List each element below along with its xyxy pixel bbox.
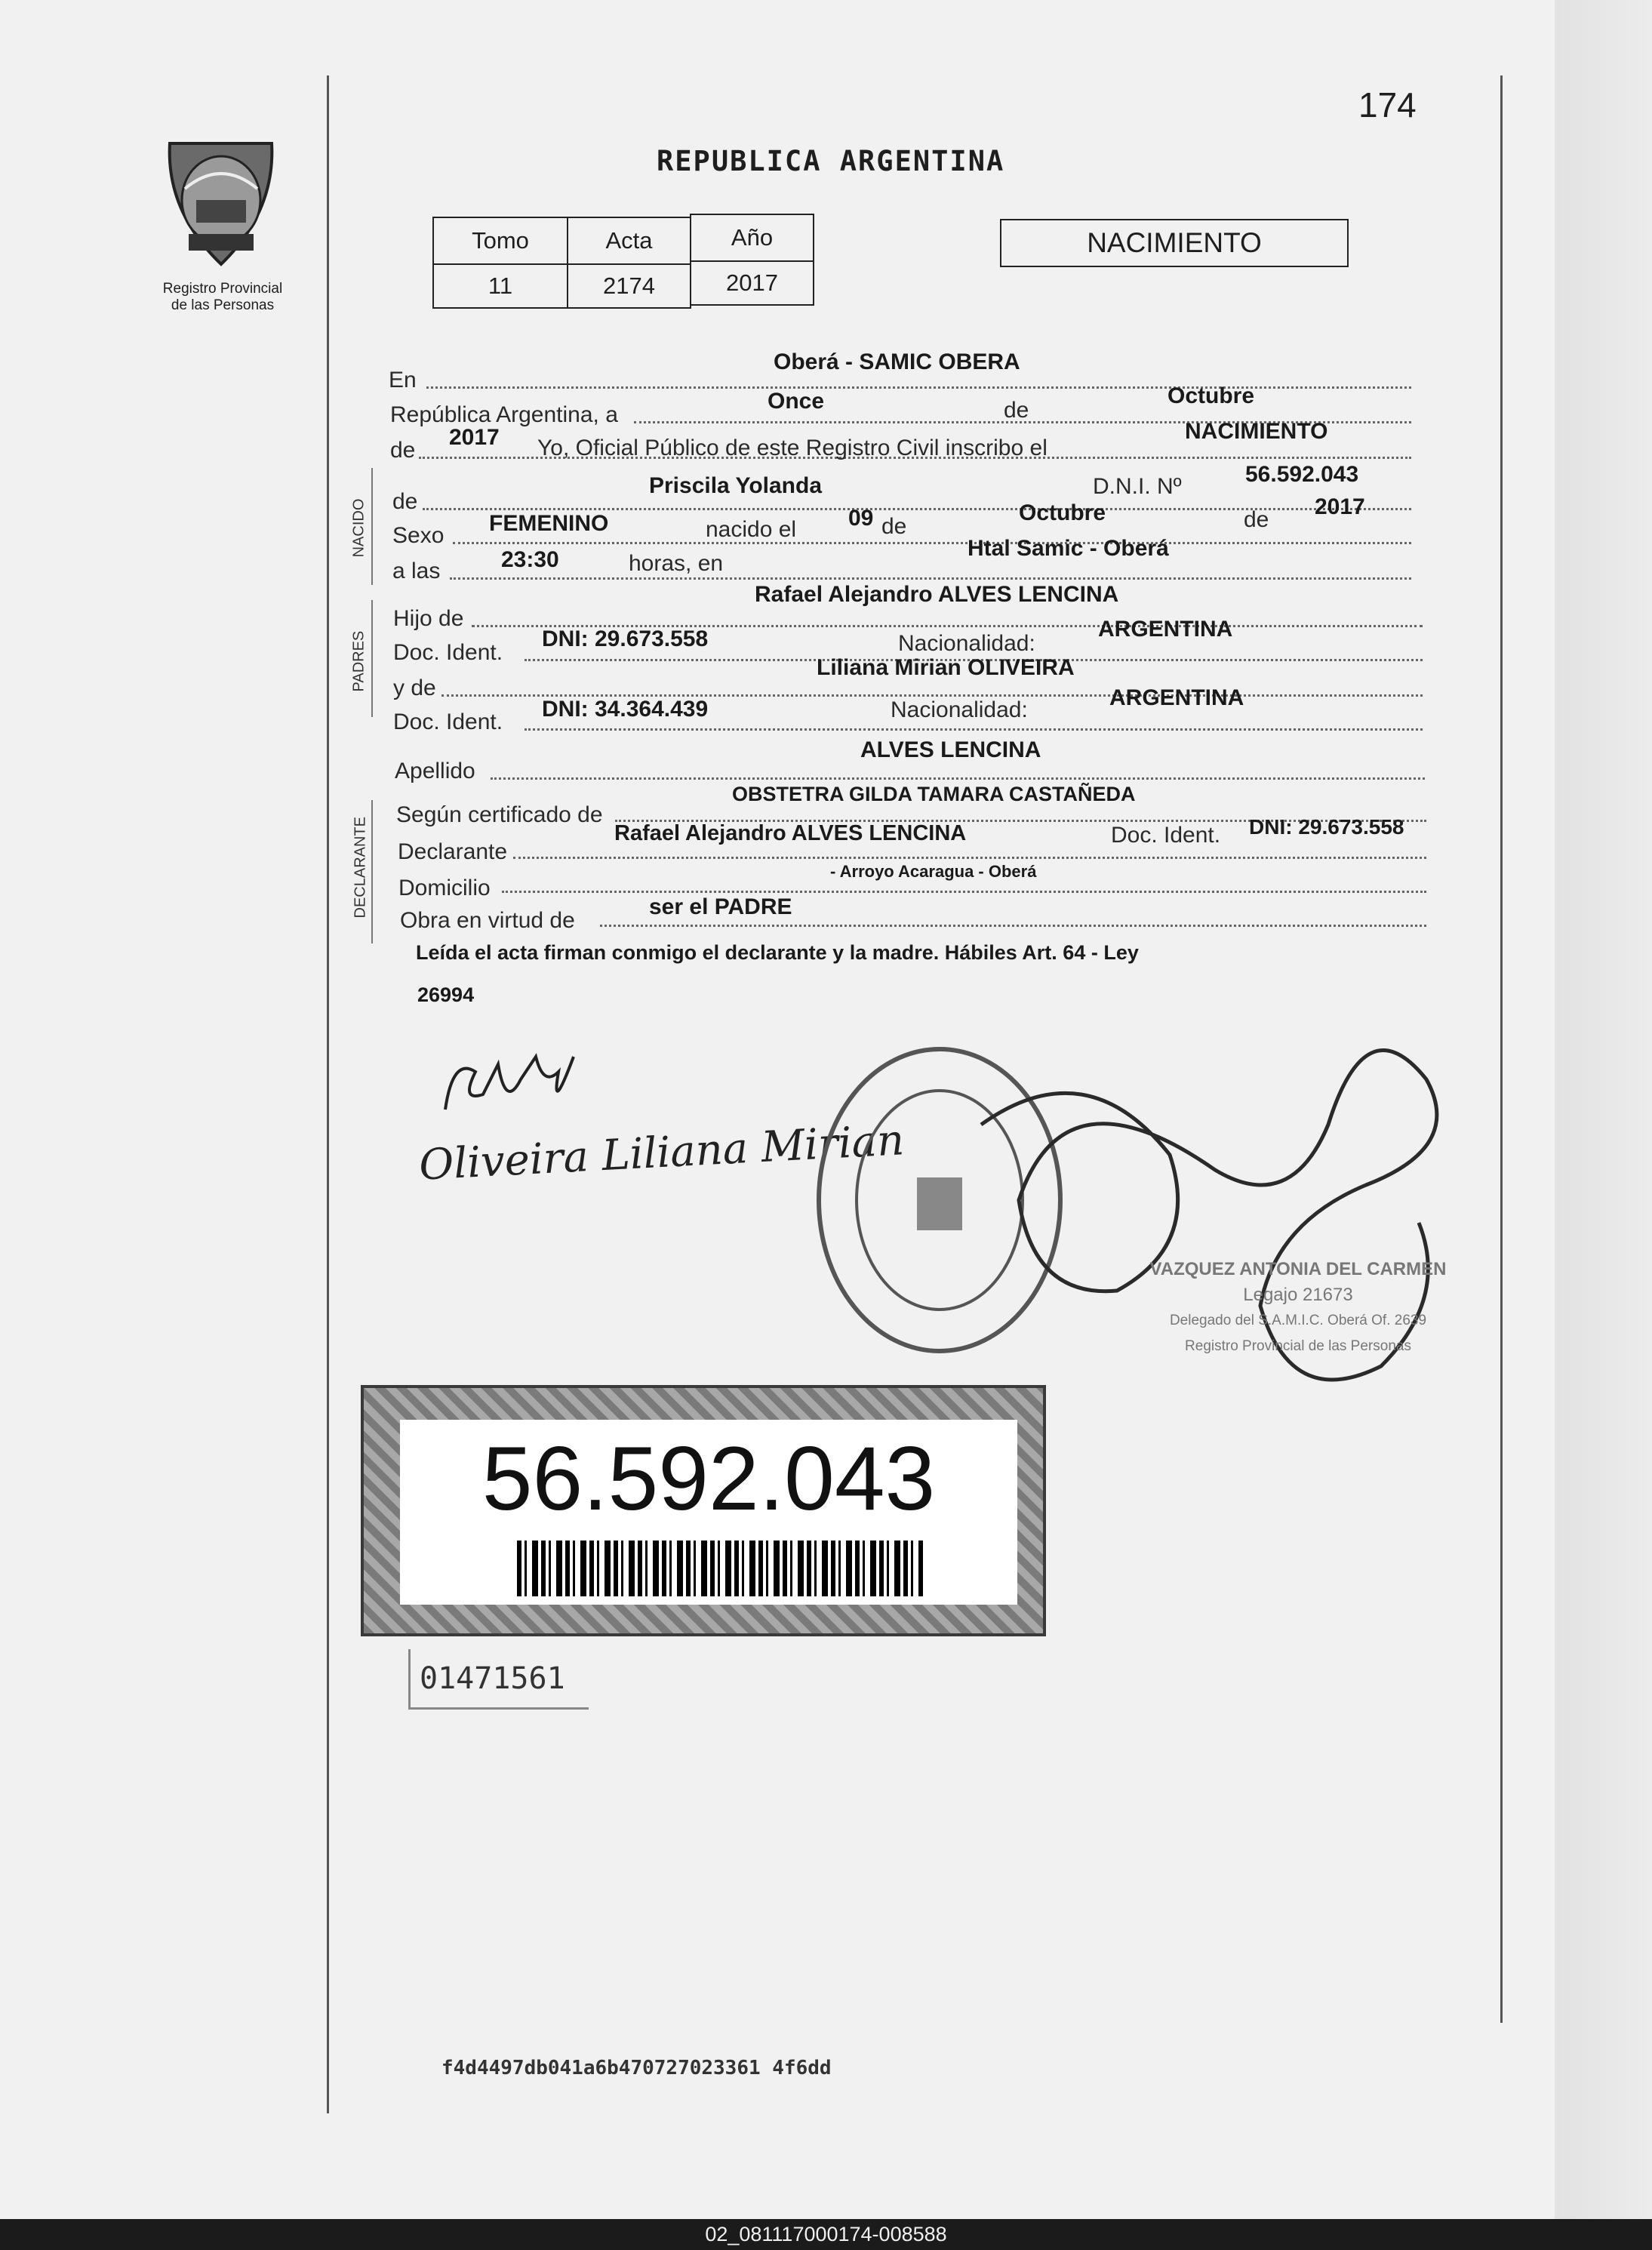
province-seal-icon: [155, 128, 287, 272]
table-header-ano: Año: [690, 214, 814, 262]
page-number: 174: [1358, 85, 1417, 125]
table-cell-acta: 2174: [567, 263, 691, 309]
footer-label: 02_081117000174-008588: [0, 2219, 1652, 2250]
left-border: [327, 75, 329, 2113]
declarante-label: Declarante: [398, 839, 508, 864]
year-value: 2017: [449, 425, 500, 450]
serial-number-text: 01471561: [420, 1661, 565, 1696]
de-label: de: [1004, 398, 1029, 423]
apellido-label: Apellido: [395, 759, 475, 783]
obra-label: Obra en virtud de: [400, 908, 575, 933]
father-doc: DNI: 29.673.558: [542, 626, 709, 651]
mother-name: Liliana Mirian OLIVEIRA: [817, 655, 1075, 680]
y-de-label: y de: [393, 676, 436, 700]
en-value: Oberá - SAMIC OBERA: [774, 349, 1020, 374]
nacido-el-label: nacido el: [706, 517, 797, 542]
table-header-acta: Acta: [567, 217, 691, 265]
sexo-value: FEMENINO: [489, 511, 609, 536]
page-edge: [1555, 0, 1652, 2219]
cert-value: OBSTETRA GILDA TAMARA CASTAÑEDA: [732, 783, 1136, 805]
a-las-label: a las: [392, 559, 441, 583]
de-label-3: de: [1244, 507, 1269, 532]
child-name: Priscila Yolanda: [649, 473, 822, 498]
en-label: En: [389, 368, 417, 392]
closing-line-2: 26994: [417, 983, 475, 1006]
doc-label-decl: Doc. Ident.: [1111, 823, 1221, 848]
month-value: Octubre: [1167, 383, 1255, 408]
nac-label-father: Nacionalidad:: [898, 631, 1035, 656]
day-value: Once: [768, 389, 825, 414]
birth-year: 2017: [1315, 494, 1365, 519]
official-legajo: Legajo 21673: [1243, 1285, 1353, 1305]
doc-label-mother: Doc. Ident.: [393, 709, 503, 734]
seal-caption-line2: de las Personas: [171, 297, 275, 313]
birth-place: Htal Samic - Oberá: [968, 536, 1169, 561]
father-nationality: ARGENTINA: [1098, 617, 1233, 642]
seal-caption-line1: Registro Provincial: [162, 281, 283, 297]
inscribo-label: Yo, Oficial Público de este Registro Civil inscribo el: [537, 436, 1047, 460]
barcode-number: 56.592.043: [481, 1428, 936, 1529]
de-label-2: de: [881, 514, 907, 539]
republica-label: República Argentina, a: [390, 402, 618, 427]
domicilio-value: - Arroyo Acaragua - Oberá: [830, 862, 1037, 881]
section-label-nacido: NACIDO: [350, 498, 368, 558]
table-cell-tomo: 11: [432, 263, 568, 309]
official-name: VAZQUEZ ANTONIA DEL CARMEN: [1149, 1259, 1447, 1279]
section-label-declarante: DECLARANTE: [352, 817, 369, 919]
right-border: [1500, 75, 1503, 2023]
mother-doc: DNI: 34.364.439: [542, 697, 709, 722]
barcode-bars: [517, 1541, 923, 1596]
table-cell-ano: 2017: [690, 260, 814, 306]
record-type-box: NACIMIENTO: [1000, 219, 1349, 267]
section-label-padres: PADRES: [350, 630, 368, 692]
seal-caption: [121, 281, 325, 314]
apellido-value: ALVES LENCINA: [860, 737, 1041, 762]
inscribo-value: NACIMIENTO: [1185, 419, 1328, 444]
mother-nationality: ARGENTINA: [1109, 685, 1244, 710]
barcode-label: [400, 1420, 1017, 1605]
father-name: Rafael Alejandro ALVES LENCINA: [755, 582, 1119, 607]
document-hash: f4d4497db041a6b470727023361 4f6dd: [441, 2057, 832, 2079]
doc-label-father: Doc. Ident.: [393, 640, 503, 665]
nac-label-mother: Nacionalidad:: [891, 697, 1028, 722]
de-label-nacido: de: [392, 489, 418, 514]
table-header-tomo: Tomo: [432, 217, 568, 265]
birth-time: 23:30: [501, 547, 559, 572]
cert-label: Según certificado de: [396, 802, 603, 827]
dni-label: D.N.I. Nº: [1093, 474, 1182, 499]
birth-day: 09: [848, 506, 874, 531]
official-block: [1124, 1257, 1472, 1359]
mother-signature-text: Oliveira Liliana Mirian: [417, 1116, 906, 1190]
serial-number: [408, 1649, 589, 1710]
country-title: REPUBLICA ARGENTINA: [657, 145, 1005, 177]
child-dni: 56.592.043: [1245, 462, 1359, 487]
horas-label: horas, en: [629, 551, 724, 576]
declarante-value: Rafael Alejandro ALVES LENCINA: [614, 821, 967, 845]
birth-month: Octubre: [1019, 500, 1106, 525]
official-role: Delegado del S.A.M.I.C. Oberá Of. 2639: [1169, 1313, 1427, 1328]
sexo-label: Sexo: [392, 523, 445, 548]
domicilio-label: Domicilio: [398, 876, 491, 900]
obra-value: ser el PADRE: [649, 894, 792, 919]
official-registry: Registro Provincial de las Personas: [1185, 1338, 1411, 1354]
hijo-label: Hijo de: [393, 606, 464, 631]
barcode-sticker: [361, 1385, 1046, 1636]
declarante-doc: DNI: 29.673.558: [1249, 815, 1404, 839]
de2-label: de: [390, 438, 416, 463]
declarant-signature: [438, 1042, 589, 1132]
closing-line-1: Leída el acta firman conmigo el declarante y la madre. Hábiles Art. 64 - Ley: [416, 941, 1139, 964]
